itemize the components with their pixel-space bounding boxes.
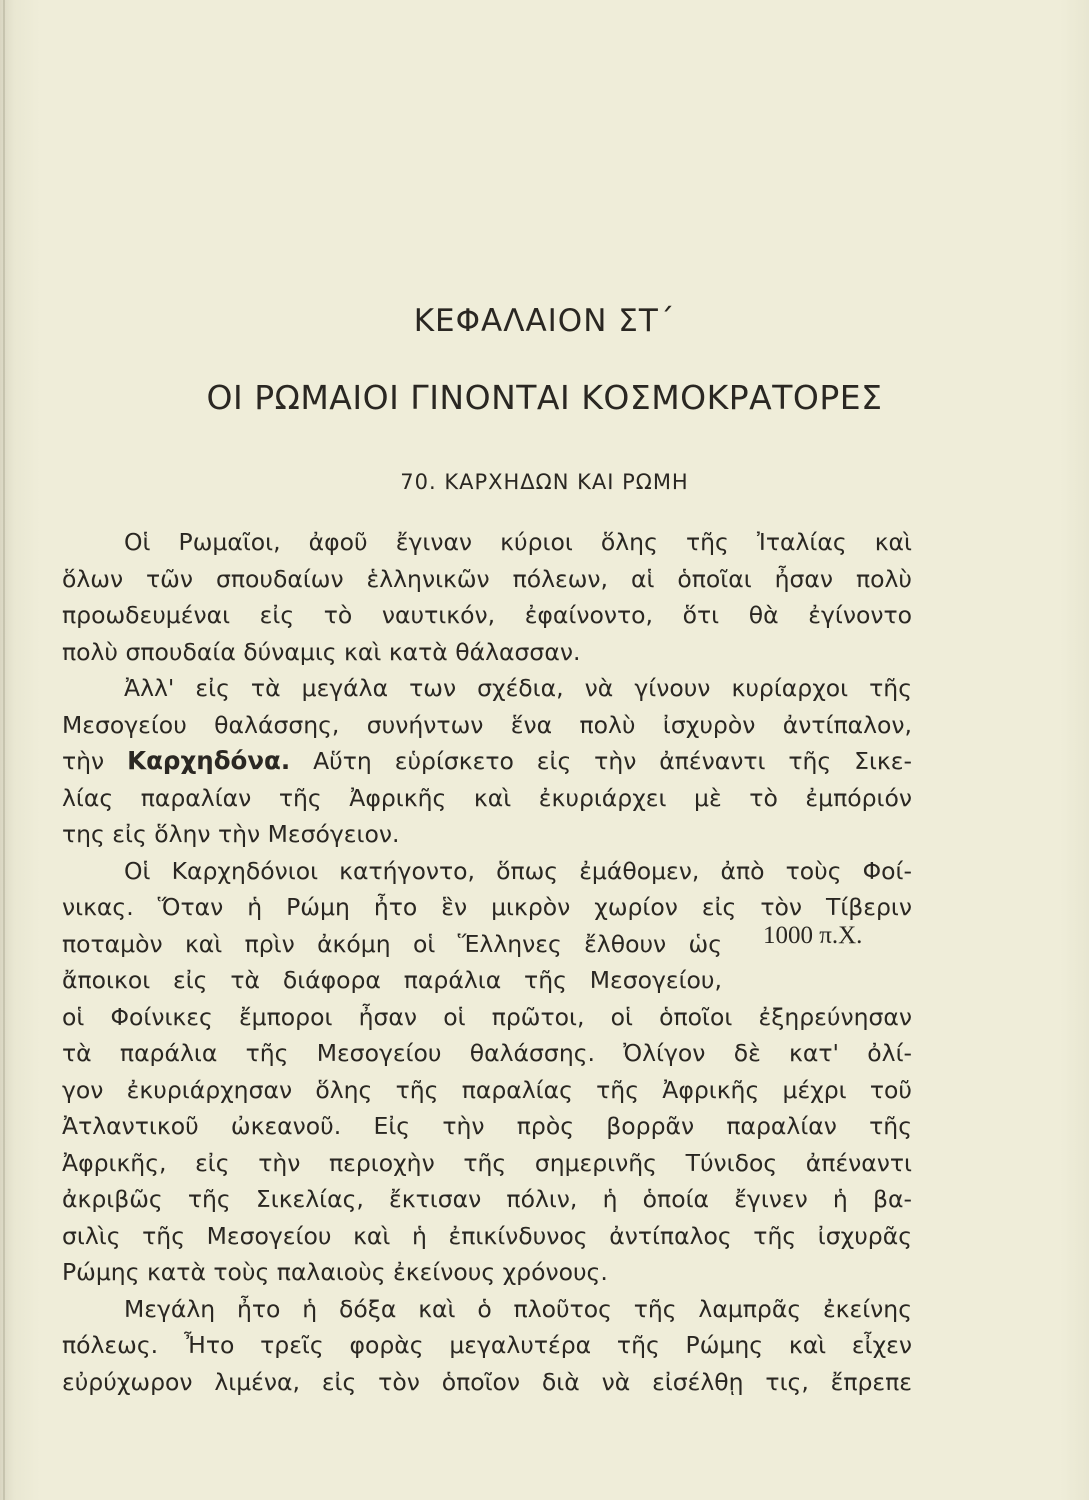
text-line: πόλεως. Ἦτο τρεῖς φορὰς μεγαλυτέρα τῆς Ρώμης καὶ εἶχεν [62, 1331, 912, 1359]
chapter-label: ΚΕΦΑΛΑΙΟΝ ΣΤ΄ [413, 303, 676, 339]
chapter-title: ΟΙ ΡΩΜΑΙΟΙ ΓΙΝΟΝΤΑΙ ΚΟΣΜΟΚΡΑΤΟΡΕΣ [206, 378, 883, 417]
text-line: Ἀφρικῆς, εἰς τὴν περιοχὴν τῆς σημερινῆς Τύνιδος ἀπέναντι [62, 1148, 912, 1177]
text-line: νικας. Ὅταν ἡ Ρώμη ἦτο ἓν μικρὸν χωρίον εἰς τὸν Τίβεριν [62, 893, 912, 921]
text-line: γον ἐκυριάρχησαν ὅλης τῆς παραλίας τῆς Ἀφρικῆς μέχρι τοῦ [62, 1075, 912, 1104]
body-text [62, 524, 912, 1400]
text-line: της εἰς ὅλην τὴν Μεσόγειον. [62, 820, 400, 848]
text-line: Οἱ Ρωμαῖοι, ἀφοῦ ἔγιναν κύριοι ὅλης τῆς Ἰταλίας καὶ [124, 528, 912, 556]
text-line-with-emphasis [62, 743, 912, 780]
margin-date-note: 1000 π.Χ. [763, 922, 863, 949]
text-line: εὐρύχωρον λιμένα, εἰς τὸν ὁποῖον διὰ νὰ εἰσέλθῃ τις, ἔπρεπε [62, 1367, 912, 1396]
text-line: Μεγάλη ἦτο ἡ δόξα καὶ ὁ πλοῦτος τῆς λαμπρᾶς ἐκείνης [124, 1294, 912, 1323]
text-line: προωδευμέναι εἰς τὸ ναυτικόν, ἐφαίνοντο, ὅτι θὰ ἐγίνοντο [62, 601, 912, 629]
section-heading: 70. ΚΑΡΧΗΔΩΝ ΚΑΙ ΡΩΜΗ [400, 470, 689, 494]
text-line: ποταμὸν καὶ πρὶν ἀκόμη οἱ Ἕλληνες ἔλθουν ὡς [62, 929, 722, 958]
text-line: Ἀτλαντικοῦ ὠκεανοῦ. Εἰς τὴν πρὸς βορρᾶν παραλίαν τῆς [62, 1112, 912, 1140]
text-line: πολὺ σπουδαία δύναμις καὶ κατὰ θάλασσαν. [62, 637, 581, 666]
text-line: τὰ παράλια τῆς Μεσογείου θαλάσσης. Ὀλίγον δὲ κατ' ὀλί- [62, 1039, 912, 1067]
page-binding-edge [3, 0, 5, 1500]
text-line: ὅλων τῶν σπουδαίων ἑλληνικῶν πόλεων, αἱ ὁποῖαι ἦσαν πολὺ [62, 564, 912, 593]
text-line: οἱ Φοίνικες ἔμποροι ἦσαν οἱ πρῶτοι, οἱ ὁποῖοι ἐξηρεύνησαν [62, 1002, 912, 1031]
text-fragment: τὴν [62, 747, 105, 775]
text-line: Μεσογείου θαλάσσης, συνήντων ἕνα πολὺ ἰσχυρὸν ἀντίπαλον, [62, 710, 912, 739]
emphasized-word: Καρχηδόνα. [127, 746, 291, 775]
text-line: Ἀλλ' εἰς τὰ μεγάλα των σχέδια, νὰ γίνουν κυρίαρχοι τῆς [124, 674, 912, 702]
text-fragment: Αὕτη εὑρίσκετο εἰς τὴν ἀπέναντι τῆς Σικε- [313, 747, 912, 775]
text-line: ἀκριβῶς τῆς Σικελίας, ἔκτισαν πόλιν, ἡ ὁποία ἔγινεν ἡ βα- [62, 1185, 912, 1213]
text-line: σιλὶς τῆς Μεσογείου καὶ ἡ ἐπικίνδυνος ἀντίπαλος τῆς ἰσχυρᾶς [62, 1221, 912, 1250]
text-line: ἄποικοι εἰς τὰ διάφορα παράλια τῆς Μεσογείου, [62, 966, 722, 994]
text-line: Οἱ Καρχηδόνιοι κατήγοντο, ὅπως ἐμάθομεν, ἀπὸ τοὺς Φοί- [124, 856, 912, 885]
text-line: λίας παραλίαν τῆς Ἀφρικῆς καὶ ἐκυριάρχει μὲ τὸ ἐμπόριόν [62, 783, 912, 812]
text-line: Ρώμης κατὰ τοὺς παλαιοὺς ἐκείνους χρόνους. [62, 1258, 608, 1286]
